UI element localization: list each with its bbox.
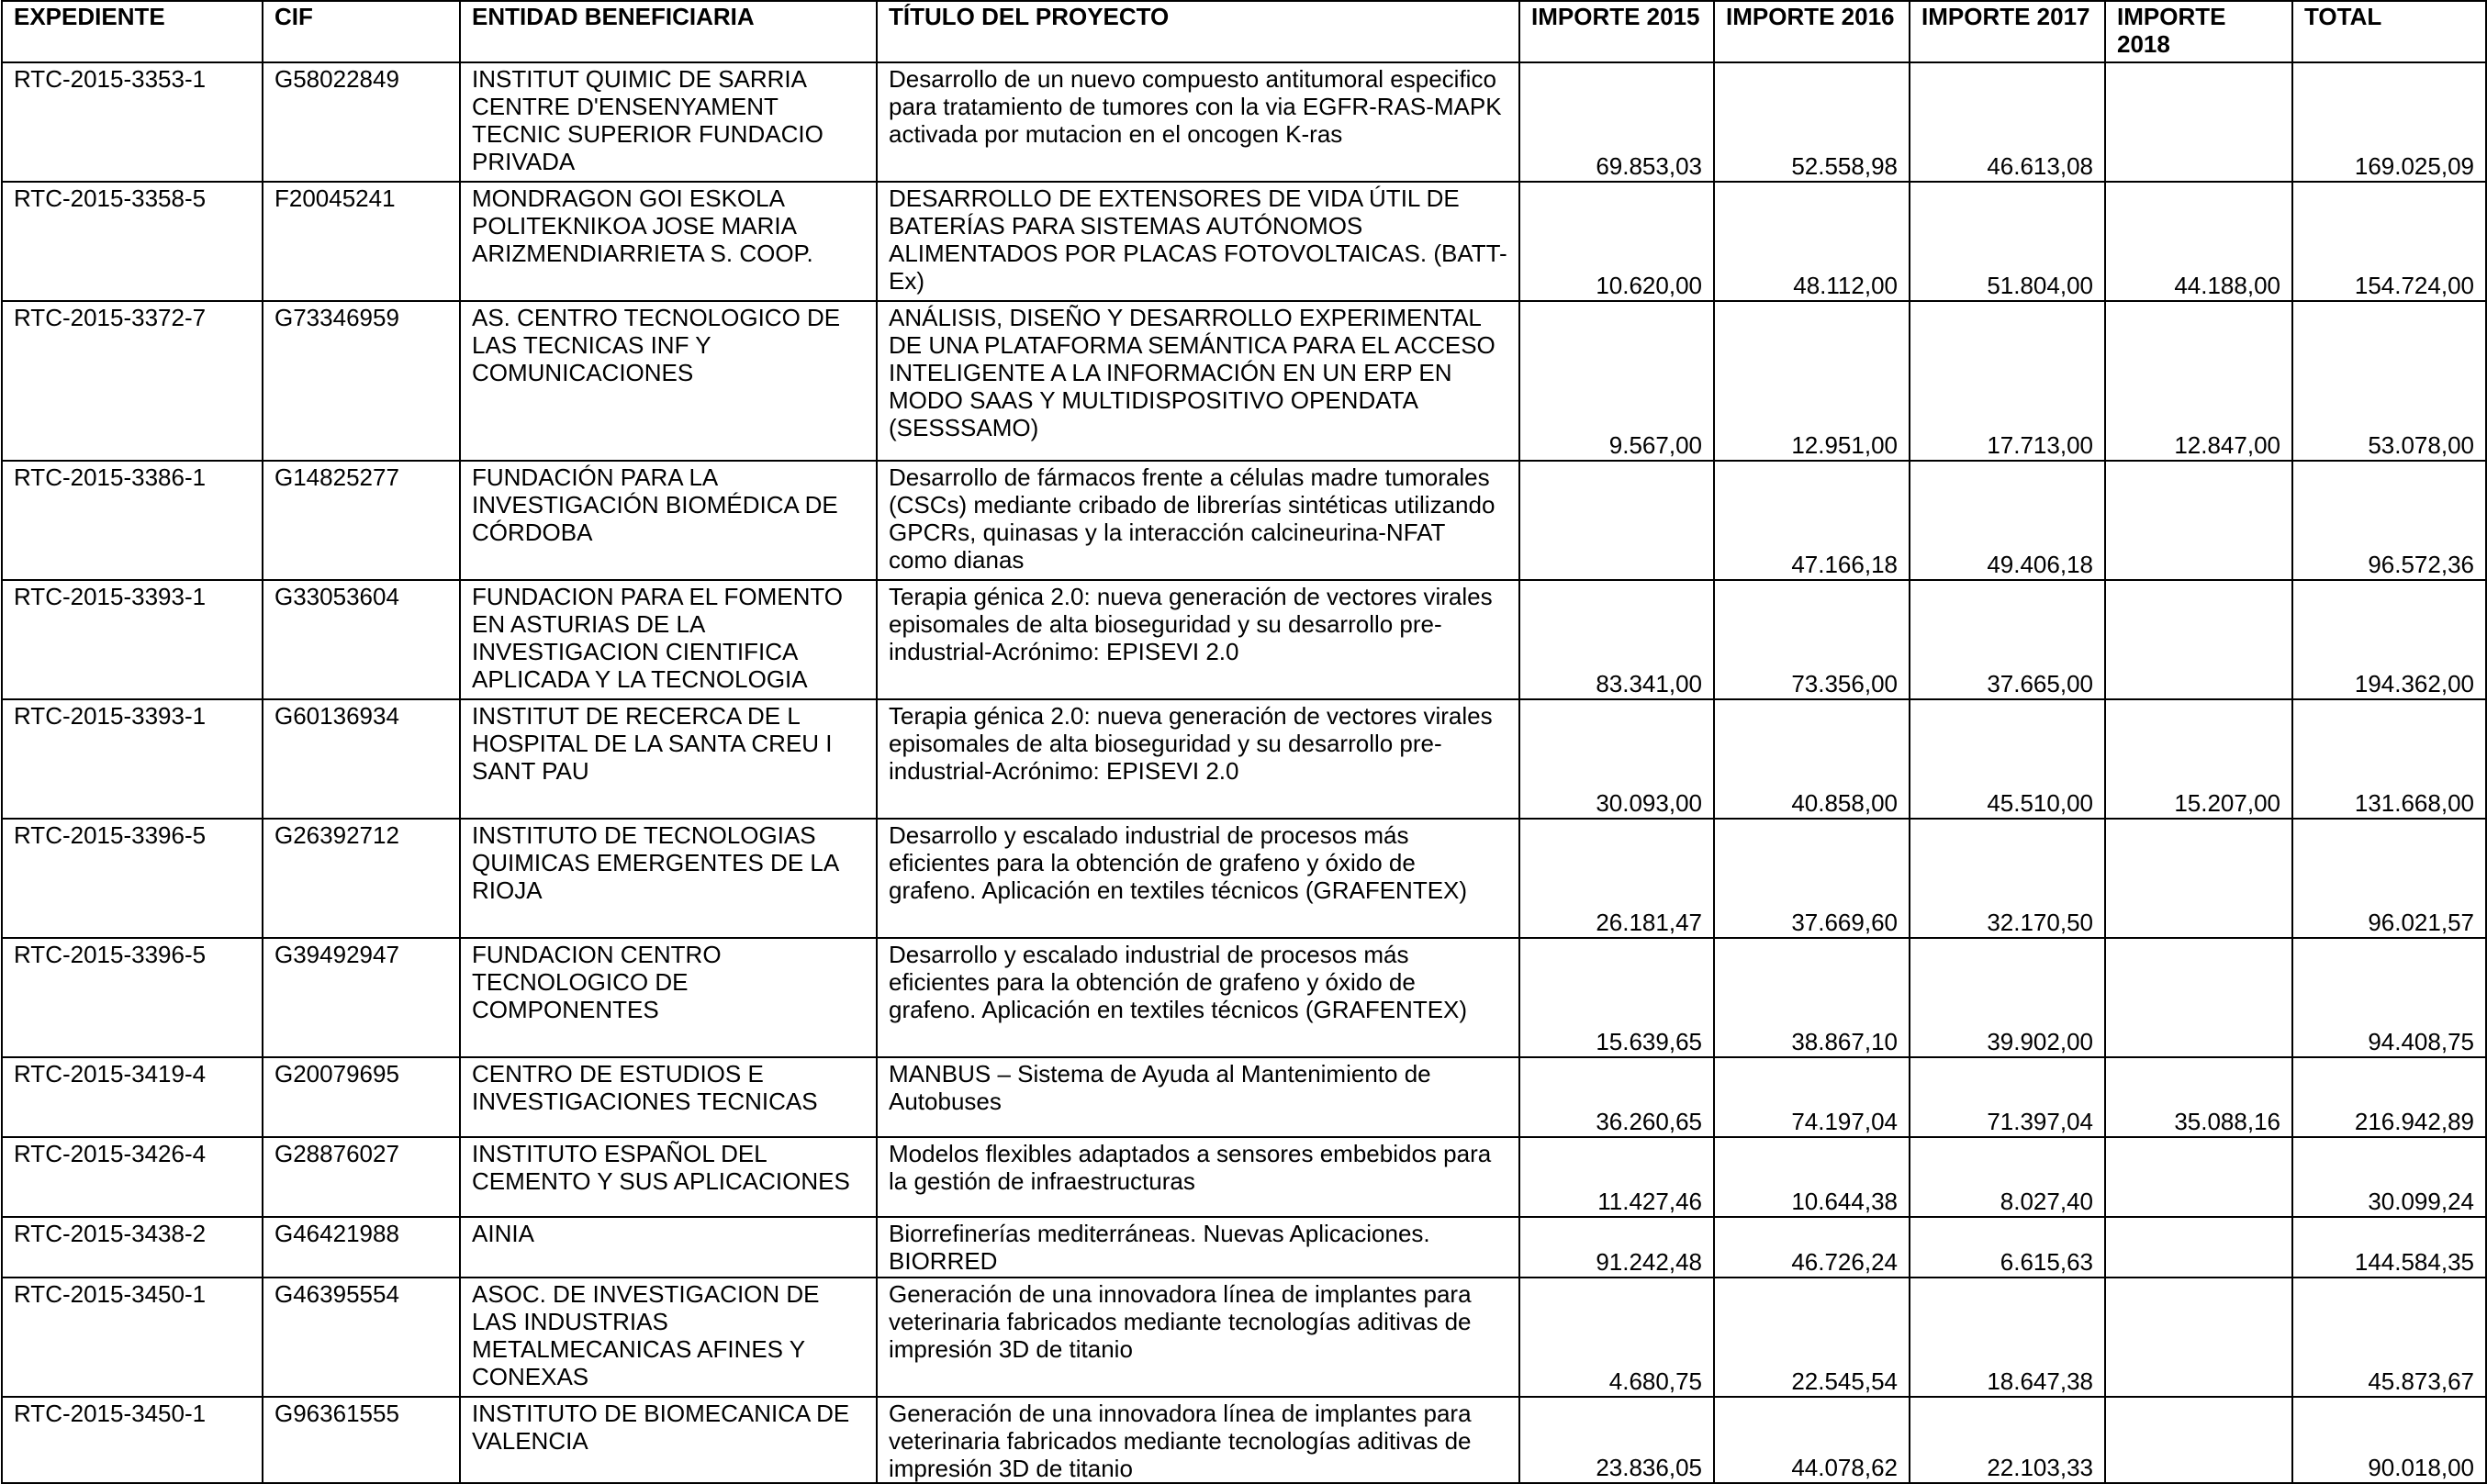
cell-entidad: FUNDACIÓN PARA LA INVESTIGACIÓN BIOMÉDICA DE CÓRDOBA xyxy=(460,461,877,580)
cell-importe-2018 xyxy=(2105,580,2292,699)
cell-titulo: Desarrollo de fármacos frente a células madre tumorales (CSCs) mediante cribado de librerías sintéticas utilizando GPCRs, quinasas y la interacción calcineurina-NFAT como dianas xyxy=(877,461,1519,580)
cell-titulo: Generación de una innovadora línea de implantes para veterinaria fabricados mediante tecnologías aditivas de impresión 3D de titanio xyxy=(877,1397,1519,1483)
cell-cif: F20045241 xyxy=(263,182,460,301)
table-header xyxy=(2,1,2486,62)
cell-titulo: Modelos flexibles adaptados a sensores embebidos para la gestión de infraestructuras xyxy=(877,1137,1519,1217)
cell-total: 90.018,00 xyxy=(2292,1397,2486,1483)
header-importe-2017: IMPORTE 2017 xyxy=(1910,1,2105,62)
cell-importe-2017: 6.615,63 xyxy=(1910,1217,2105,1278)
cell-cif: G26392712 xyxy=(263,819,460,938)
cell-importe-2016: 40.858,00 xyxy=(1714,699,1910,819)
cell-cif: G28876027 xyxy=(263,1137,460,1217)
cell-importe-2017: 8.027,40 xyxy=(1910,1137,2105,1217)
table-row xyxy=(2,938,2486,1057)
header-row xyxy=(2,1,2486,62)
cell-titulo: ANÁLISIS, DISEÑO Y DESARROLLO EXPERIMENTAL DE UNA PLATAFORMA SEMÁNTICA PARA EL ACCESO INTELIGENTE A LA INFORMACIÓN EN UN ERP EN MODO SAAS Y MULTIDISPOSITIVO OPENDATA (SESSSAMO) xyxy=(877,301,1519,461)
cell-importe-2018 xyxy=(2105,461,2292,580)
cell-expediente: RTC-2015-3393-1 xyxy=(2,699,263,819)
cell-importe-2018: 12.847,00 xyxy=(2105,301,2292,461)
cell-cif: G33053604 xyxy=(263,580,460,699)
table-row xyxy=(2,699,2486,819)
cell-titulo: Generación de una innovadora línea de implantes para veterinaria fabricados mediante tecnologías aditivas de impresión 3D de titanio xyxy=(877,1278,1519,1397)
cell-titulo: Terapia génica 2.0: nueva generación de vectores virales episomales de alta bioseguridad y su desarrollo pre-industrial-Acrónimo: EPISEVI 2.0 xyxy=(877,699,1519,819)
cell-importe-2017: 45.510,00 xyxy=(1910,699,2105,819)
cell-total: 96.572,36 xyxy=(2292,461,2486,580)
cell-importe-2018 xyxy=(2105,819,2292,938)
header-expediente: EXPEDIENTE xyxy=(2,1,263,62)
cell-expediente: RTC-2015-3438-2 xyxy=(2,1217,263,1278)
header-importe-2018: IMPORTE 2018 xyxy=(2105,1,2292,62)
cell-importe-2015: 36.260,65 xyxy=(1519,1057,1714,1137)
cell-importe-2015: 11.427,46 xyxy=(1519,1137,1714,1217)
cell-entidad: MONDRAGON GOI ESKOLA POLITEKNIKOA JOSE MARIA ARIZMENDIARRIETA S. COOP. xyxy=(460,182,877,301)
cell-titulo: MANBUS – Sistema de Ayuda al Mantenimiento de Autobuses xyxy=(877,1057,1519,1137)
cell-importe-2018 xyxy=(2105,1397,2292,1483)
cell-total: 154.724,00 xyxy=(2292,182,2486,301)
table-row xyxy=(2,182,2486,301)
cell-entidad: INSTITUTO ESPAÑOL DEL CEMENTO Y SUS APLICACIONES xyxy=(460,1137,877,1217)
cell-entidad: INSTITUTO DE BIOMECANICA DE VALENCIA xyxy=(460,1397,877,1483)
table-row xyxy=(2,580,2486,699)
table-row xyxy=(2,461,2486,580)
cell-titulo: Desarrollo de un nuevo compuesto antitumoral especifico para tratamiento de tumores con la via EGFR-RAS-MAPK activada por mutacion en el oncogen K-ras xyxy=(877,62,1519,182)
cell-cif: G73346959 xyxy=(263,301,460,461)
cell-expediente: RTC-2015-3426-4 xyxy=(2,1137,263,1217)
cell-entidad: FUNDACION CENTRO TECNOLOGICO DE COMPONENTES xyxy=(460,938,877,1057)
cell-titulo: Desarrollo y escalado industrial de procesos más eficientes para la obtención de grafeno y óxido de grafeno. Aplicación en textiles técnicos (GRAFENTEX) xyxy=(877,938,1519,1057)
cell-importe-2016: 48.112,00 xyxy=(1714,182,1910,301)
table-row xyxy=(2,301,2486,461)
cell-expediente: RTC-2015-3358-5 xyxy=(2,182,263,301)
cell-importe-2017: 18.647,38 xyxy=(1910,1278,2105,1397)
cell-expediente: RTC-2015-3419-4 xyxy=(2,1057,263,1137)
cell-importe-2017: 32.170,50 xyxy=(1910,819,2105,938)
cell-cif: G58022849 xyxy=(263,62,460,182)
cell-importe-2016: 22.545,54 xyxy=(1714,1278,1910,1397)
cell-importe-2018: 35.088,16 xyxy=(2105,1057,2292,1137)
cell-importe-2016: 74.197,04 xyxy=(1714,1057,1910,1137)
cell-importe-2018: 44.188,00 xyxy=(2105,182,2292,301)
cell-importe-2018 xyxy=(2105,1137,2292,1217)
cell-titulo: Biorrefinerías mediterráneas. Nuevas Aplicaciones. BIORRED xyxy=(877,1217,1519,1278)
cell-entidad: AINIA xyxy=(460,1217,877,1278)
cell-importe-2016: 44.078,62 xyxy=(1714,1397,1910,1483)
cell-importe-2017: 22.103,33 xyxy=(1910,1397,2105,1483)
cell-cif: G20079695 xyxy=(263,1057,460,1137)
table-row xyxy=(2,1057,2486,1137)
cell-titulo: Desarrollo y escalado industrial de procesos más eficientes para la obtención de grafeno y óxido de grafeno. Aplicación en textiles técnicos (GRAFENTEX) xyxy=(877,819,1519,938)
header-total: TOTAL xyxy=(2292,1,2486,62)
cell-importe-2018 xyxy=(2105,62,2292,182)
cell-total: 96.021,57 xyxy=(2292,819,2486,938)
cell-importe-2017: 17.713,00 xyxy=(1910,301,2105,461)
cell-total: 94.408,75 xyxy=(2292,938,2486,1057)
header-cif: CIF xyxy=(263,1,460,62)
cell-total: 216.942,89 xyxy=(2292,1057,2486,1137)
cell-importe-2015: 23.836,05 xyxy=(1519,1397,1714,1483)
cell-importe-2015: 69.853,03 xyxy=(1519,62,1714,182)
table-row xyxy=(2,1217,2486,1278)
table-body xyxy=(2,62,2486,1483)
cell-total: 30.099,24 xyxy=(2292,1137,2486,1217)
cell-entidad: INSTITUTO DE TECNOLOGIAS QUIMICAS EMERGENTES DE LA RIOJA xyxy=(460,819,877,938)
cell-cif: G60136934 xyxy=(263,699,460,819)
cell-entidad: ASOC. DE INVESTIGACION DE LAS INDUSTRIAS METALMECANICAS AFINES Y CONEXAS xyxy=(460,1278,877,1397)
cell-expediente: RTC-2015-3372-7 xyxy=(2,301,263,461)
grants-table xyxy=(1,0,2487,1484)
cell-entidad: CENTRO DE ESTUDIOS E INVESTIGACIONES TECNICAS xyxy=(460,1057,877,1137)
cell-importe-2018 xyxy=(2105,1278,2292,1397)
cell-importe-2015: 10.620,00 xyxy=(1519,182,1714,301)
cell-importe-2015: 15.639,65 xyxy=(1519,938,1714,1057)
cell-importe-2015: 91.242,48 xyxy=(1519,1217,1714,1278)
cell-importe-2018 xyxy=(2105,938,2292,1057)
cell-importe-2016: 38.867,10 xyxy=(1714,938,1910,1057)
cell-importe-2017: 71.397,04 xyxy=(1910,1057,2105,1137)
cell-expediente: RTC-2015-3450-1 xyxy=(2,1278,263,1397)
cell-cif: G39492947 xyxy=(263,938,460,1057)
cell-importe-2015: 9.567,00 xyxy=(1519,301,1714,461)
cell-importe-2017: 51.804,00 xyxy=(1910,182,2105,301)
cell-importe-2015: 30.093,00 xyxy=(1519,699,1714,819)
table-row xyxy=(2,1137,2486,1217)
table-row xyxy=(2,1397,2486,1483)
cell-importe-2016: 47.166,18 xyxy=(1714,461,1910,580)
cell-entidad: AS. CENTRO TECNOLOGICO DE LAS TECNICAS INF Y COMUNICACIONES xyxy=(460,301,877,461)
header-titulo: TÍTULO DEL PROYECTO xyxy=(877,1,1519,62)
cell-titulo: DESARROLLO DE EXTENSORES DE VIDA ÚTIL DE BATERÍAS PARA SISTEMAS AUTÓNOMOS ALIMENTADOS POR PLACAS FOTOVOLTAICAS. (BATT-Ex) xyxy=(877,182,1519,301)
cell-total: 131.668,00 xyxy=(2292,699,2486,819)
header-entidad: ENTIDAD BENEFICIARIA xyxy=(460,1,877,62)
cell-expediente: RTC-2015-3353-1 xyxy=(2,62,263,182)
cell-importe-2016: 10.644,38 xyxy=(1714,1137,1910,1217)
cell-importe-2017: 37.665,00 xyxy=(1910,580,2105,699)
cell-importe-2015: 4.680,75 xyxy=(1519,1278,1714,1397)
cell-total: 194.362,00 xyxy=(2292,580,2486,699)
cell-total: 144.584,35 xyxy=(2292,1217,2486,1278)
cell-total: 169.025,09 xyxy=(2292,62,2486,182)
cell-importe-2016: 46.726,24 xyxy=(1714,1217,1910,1278)
cell-importe-2015: 83.341,00 xyxy=(1519,580,1714,699)
cell-titulo: Terapia génica 2.0: nueva generación de vectores virales episomales de alta bioseguridad y su desarrollo pre-industrial-Acrónimo: EPISEVI 2.0 xyxy=(877,580,1519,699)
cell-importe-2016: 73.356,00 xyxy=(1714,580,1910,699)
table-row xyxy=(2,62,2486,182)
cell-importe-2015: 26.181,47 xyxy=(1519,819,1714,938)
header-importe-2015: IMPORTE 2015 xyxy=(1519,1,1714,62)
cell-importe-2017: 49.406,18 xyxy=(1910,461,2105,580)
cell-importe-2016: 12.951,00 xyxy=(1714,301,1910,461)
cell-expediente: RTC-2015-3386-1 xyxy=(2,461,263,580)
table-row xyxy=(2,819,2486,938)
cell-entidad: FUNDACION PARA EL FOMENTO EN ASTURIAS DE LA INVESTIGACION CIENTIFICA APLICADA Y LA TECNOLOGIA xyxy=(460,580,877,699)
cell-importe-2016: 37.669,60 xyxy=(1714,819,1910,938)
cell-cif: G46395554 xyxy=(263,1278,460,1397)
cell-cif: G46421988 xyxy=(263,1217,460,1278)
cell-total: 53.078,00 xyxy=(2292,301,2486,461)
cell-importe-2016: 52.558,98 xyxy=(1714,62,1910,182)
header-importe-2016: IMPORTE 2016 xyxy=(1714,1,1910,62)
cell-importe-2017: 39.902,00 xyxy=(1910,938,2105,1057)
cell-expediente: RTC-2015-3393-1 xyxy=(2,580,263,699)
cell-cif: G14825277 xyxy=(263,461,460,580)
cell-cif: G96361555 xyxy=(263,1397,460,1483)
cell-importe-2018: 15.207,00 xyxy=(2105,699,2292,819)
cell-importe-2018 xyxy=(2105,1217,2292,1278)
cell-entidad: INSTITUT QUIMIC DE SARRIA CENTRE D'ENSENYAMENT TECNIC SUPERIOR FUNDACIO PRIVADA xyxy=(460,62,877,182)
cell-expediente: RTC-2015-3450-1 xyxy=(2,1397,263,1483)
cell-importe-2015 xyxy=(1519,461,1714,580)
cell-total: 45.873,67 xyxy=(2292,1278,2486,1397)
cell-expediente: RTC-2015-3396-5 xyxy=(2,819,263,938)
cell-entidad: INSTITUT DE RECERCA DE L HOSPITAL DE LA SANTA CREU I SANT PAU xyxy=(460,699,877,819)
table-row xyxy=(2,1278,2486,1397)
cell-importe-2017: 46.613,08 xyxy=(1910,62,2105,182)
cell-expediente: RTC-2015-3396-5 xyxy=(2,938,263,1057)
